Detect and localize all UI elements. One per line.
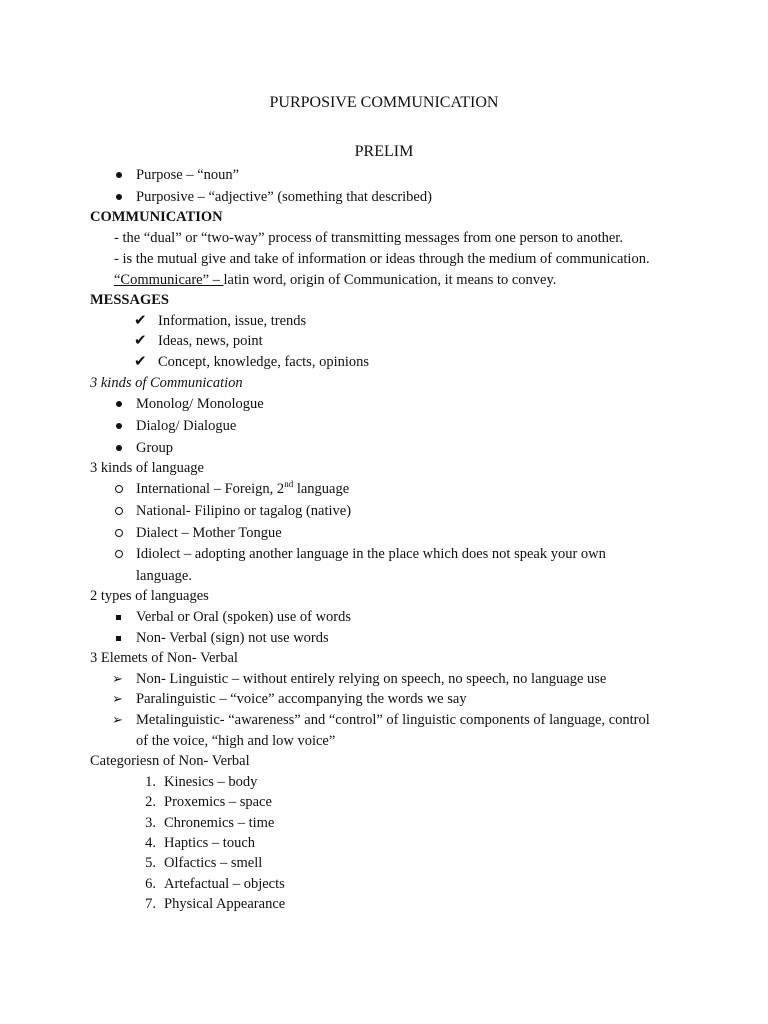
numbered-item: 4. Haptics – touch (164, 833, 678, 853)
list-item: ✔ Concept, knowledge, facts, opinions (134, 354, 370, 370)
section-heading: COMMUNICATION (90, 209, 223, 225)
section-heading: Categoriesn of Non- Verbal (90, 753, 250, 769)
item-number: 2. (145, 794, 156, 810)
list-item: Group (136, 438, 678, 458)
circle-bullet-icon (115, 507, 123, 515)
section-heading: 2 types of languages (90, 588, 209, 604)
square-bullet-icon (116, 636, 121, 641)
section-heading: 3 kinds of Communication (90, 375, 243, 391)
section-heading: 3 kinds of language (90, 460, 204, 476)
circle-bullet-icon (115, 485, 123, 493)
numbered-item: 2. Proxemics – space (164, 792, 678, 812)
section-heading: 3 Elemets of Non- Verbal (90, 650, 238, 666)
list-item: Monolog/ Monologue (136, 394, 678, 414)
list-item: ➢ Metalinguistic- “awareness” and “control” of linguistic components of language, control (112, 712, 650, 728)
arrow-bullet-icon: ➢ (112, 691, 123, 706)
list-item: Purposive – “adjective” (something that described) (136, 187, 678, 207)
list-item: Idiolect – adopting another language in the place which does not speak your own (136, 544, 678, 564)
list-item: Verbal or Oral (spoken) use of words (136, 607, 678, 627)
list-item: Dialect – Mother Tongue (136, 523, 678, 543)
document-subtitle: PRELIM (354, 143, 414, 160)
item-number: 3. (145, 815, 156, 831)
check-icon: ✔ (134, 313, 147, 329)
bullet-icon (116, 172, 122, 178)
section-heading: MESSAGES (90, 292, 169, 308)
arrow-bullet-icon: ➢ (112, 671, 123, 686)
circle-bullet-icon (115, 550, 123, 558)
square-bullet-icon (116, 615, 121, 620)
paragraph-line: “Communicare” – latin word, origin of Communication, it means to convey. (114, 272, 557, 288)
list-item-continuation: language. (136, 568, 192, 584)
paragraph-line: - the “dual” or “two-way” process of transmitting messages from one person to another. (114, 230, 623, 246)
item-number: 5. (145, 855, 156, 871)
item-number: 7. (145, 896, 156, 912)
list-item: Dialog/ Dialogue (136, 416, 678, 436)
list-item: ➢ Paralinguistic – “voice” accompanying the words we say (112, 691, 467, 707)
underlined-term: “Communicare” – (114, 272, 224, 288)
numbered-item: 5. Olfactics – smell (164, 853, 678, 873)
check-icon: ✔ (134, 354, 147, 370)
paragraph-line: - is the mutual give and take of information or ideas through the medium of communication. (114, 251, 650, 267)
document-title: PURPOSIVE COMMUNICATION (269, 94, 499, 111)
numbered-item: 6. Artefactual – objects (164, 874, 678, 894)
list-item: Non- Verbal (sign) not use words (136, 628, 678, 648)
bullet-icon (116, 423, 122, 429)
bullet-icon (116, 445, 122, 451)
list-item: International – Foreign, 2nd language (136, 479, 678, 499)
list-item: Purpose – “noun” (136, 165, 678, 185)
numbered-item: 7. Physical Appearance (164, 894, 678, 914)
circle-bullet-icon (115, 529, 123, 537)
numbered-item: 1. Kinesics – body (164, 772, 678, 792)
numbered-item: 3. Chronemics – time (164, 813, 678, 833)
bullet-icon (116, 194, 122, 200)
item-number: 6. (145, 876, 156, 892)
list-item-continuation: of the voice, “high and low voice” (136, 733, 336, 749)
list-item: National- Filipino or tagalog (native) (136, 501, 678, 521)
bullet-icon (116, 401, 122, 407)
list-item: ✔ Ideas, news, point (134, 333, 263, 349)
list-item: ✔ Information, issue, trends (134, 313, 307, 329)
list-item: ➢ Non- Linguistic – without entirely relying on speech, no speech, no language use (112, 671, 607, 687)
check-icon: ✔ (134, 333, 147, 349)
item-number: 1. (145, 774, 156, 790)
item-number: 4. (145, 835, 156, 851)
arrow-bullet-icon: ➢ (112, 712, 123, 727)
